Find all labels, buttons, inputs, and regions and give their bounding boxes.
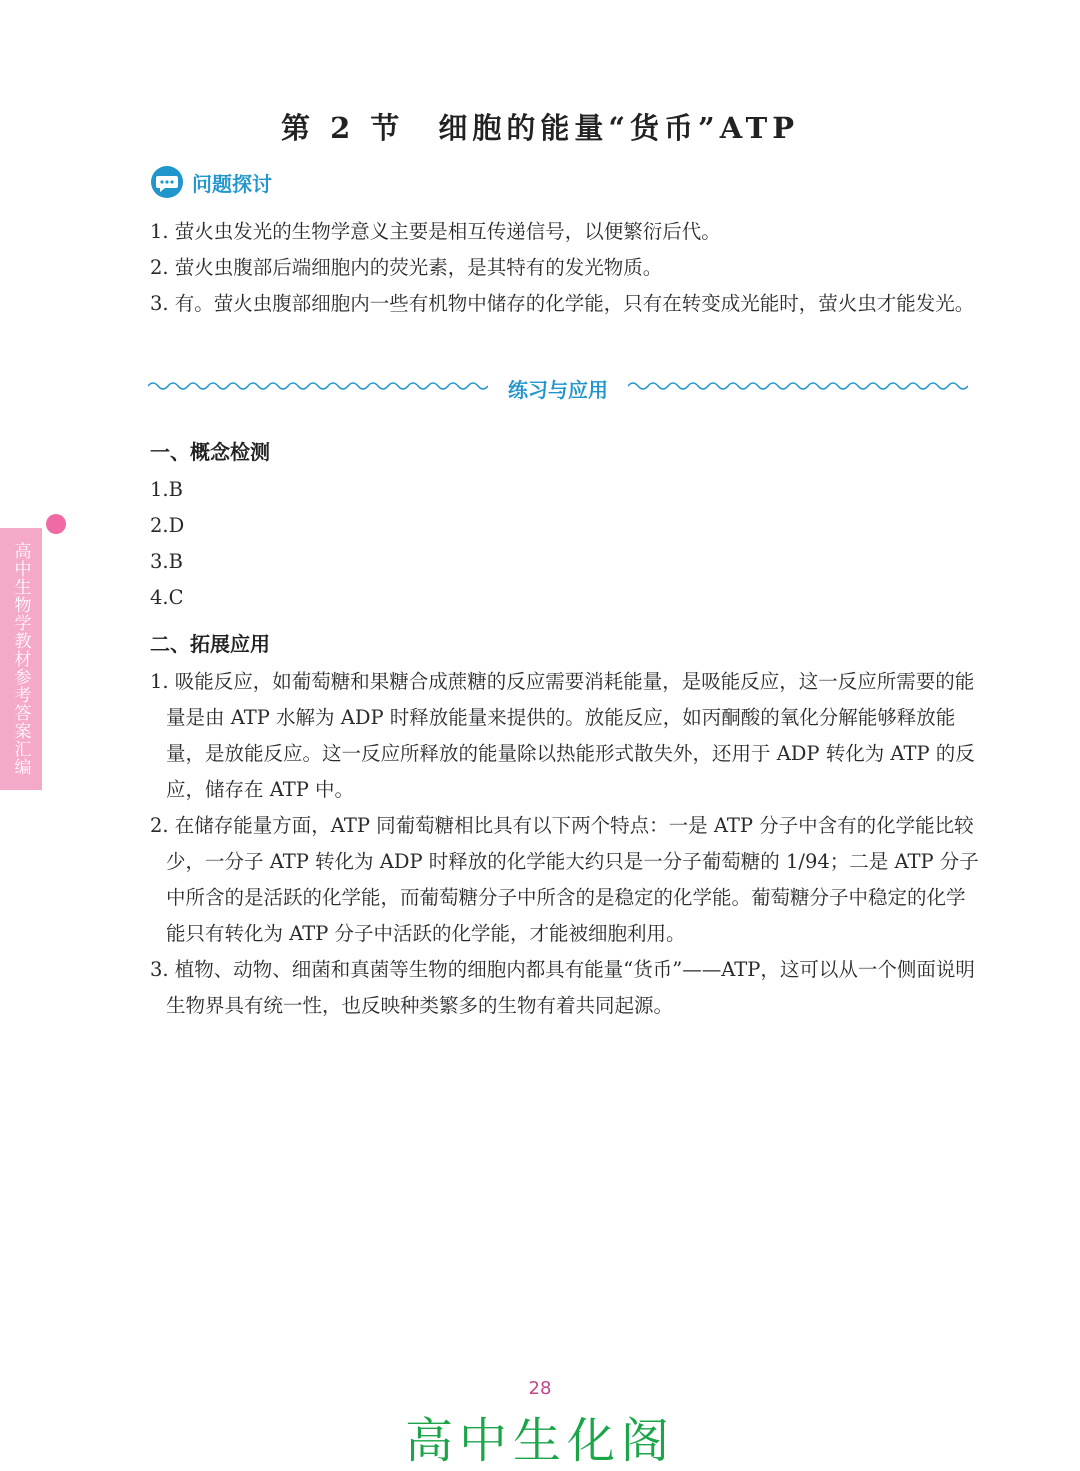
- concept-answers: [150, 472, 184, 616]
- practice-label: 练习与应用: [508, 378, 608, 402]
- section-heading-concept: 一、概念检测: [150, 440, 270, 464]
- discussion-answers: [150, 214, 980, 322]
- discussion-label: 问题探讨: [192, 171, 272, 196]
- discussion-header: [150, 164, 272, 200]
- answer-item: 2.D: [150, 514, 185, 537]
- chat-bubble-icon: [150, 165, 184, 199]
- answer-item: 4.C: [150, 586, 184, 609]
- list-item: 2. 在储存能量方面，ATP 同葡萄糖相比具有以下两个特点：一是 ATP 分子中含有的化学能比较少，一分子 ATP 转化为 ADP 时释放的化学能大约只是一分子葡萄糖的 1/94；二是 ATP 分子中所含的是活跃的化学能，而葡萄糖分子中所含的是稳定的化学能。葡萄糖分子中稳定的化学能只有转化为 ATP 分子中活跃的化学能，才能被细胞利用。: [150, 814, 979, 945]
- page-number: 28: [528, 1378, 552, 1399]
- section-heading-extension: 二、拓展应用: [150, 632, 270, 656]
- sidebar-tab: [0, 528, 42, 790]
- list-item: 3. 有。萤火虫腹部细胞内一些有机物中储存的化学能，只有在转变成光能时，萤火虫才能发光。: [150, 292, 975, 315]
- sidebar-label: 高中生物学教材参考答案汇编: [10, 542, 31, 776]
- list-item: 2. 萤火虫腹部后端细胞内的荧光素，是其特有的发光物质。: [150, 256, 663, 279]
- watermark: 高中生化阁: [404, 1413, 675, 1469]
- list-item: 3. 植物、动物、细菌和真菌等生物的细胞内都具有能量“货币”——ATP，这可以从一个侧面说明生物界具有统一性，也反映种类繁多的生物有着共同起源。: [150, 958, 975, 1017]
- sidebar-dot: [46, 514, 66, 534]
- wave-divider-right: [628, 380, 968, 392]
- page-title: 第 2 节 细胞的能量“货币”ATP: [280, 111, 800, 145]
- list-item: 1. 吸能反应，如葡萄糖和果糖合成蔗糖的反应需要消耗能量，是吸能反应，这一反应所需要的能量是由 ATP 水解为 ADP 时释放能量来提供的。放能反应，如丙酮酸的氧化分解能够释放能量，是放能反应。这一反应所释放的能量除以热能形式散失外，还用于 ADP 转化为 ATP 的反应，储存在 ATP 中。: [150, 670, 975, 801]
- answer-item: 3.B: [150, 550, 183, 573]
- list-item: 1. 萤火虫发光的生物学意义主要是相互传递信号，以便繁衍后代。: [150, 220, 721, 243]
- extension-answers: [150, 664, 980, 1024]
- practice-divider: [148, 372, 968, 402]
- answer-item: 1.B: [150, 478, 183, 501]
